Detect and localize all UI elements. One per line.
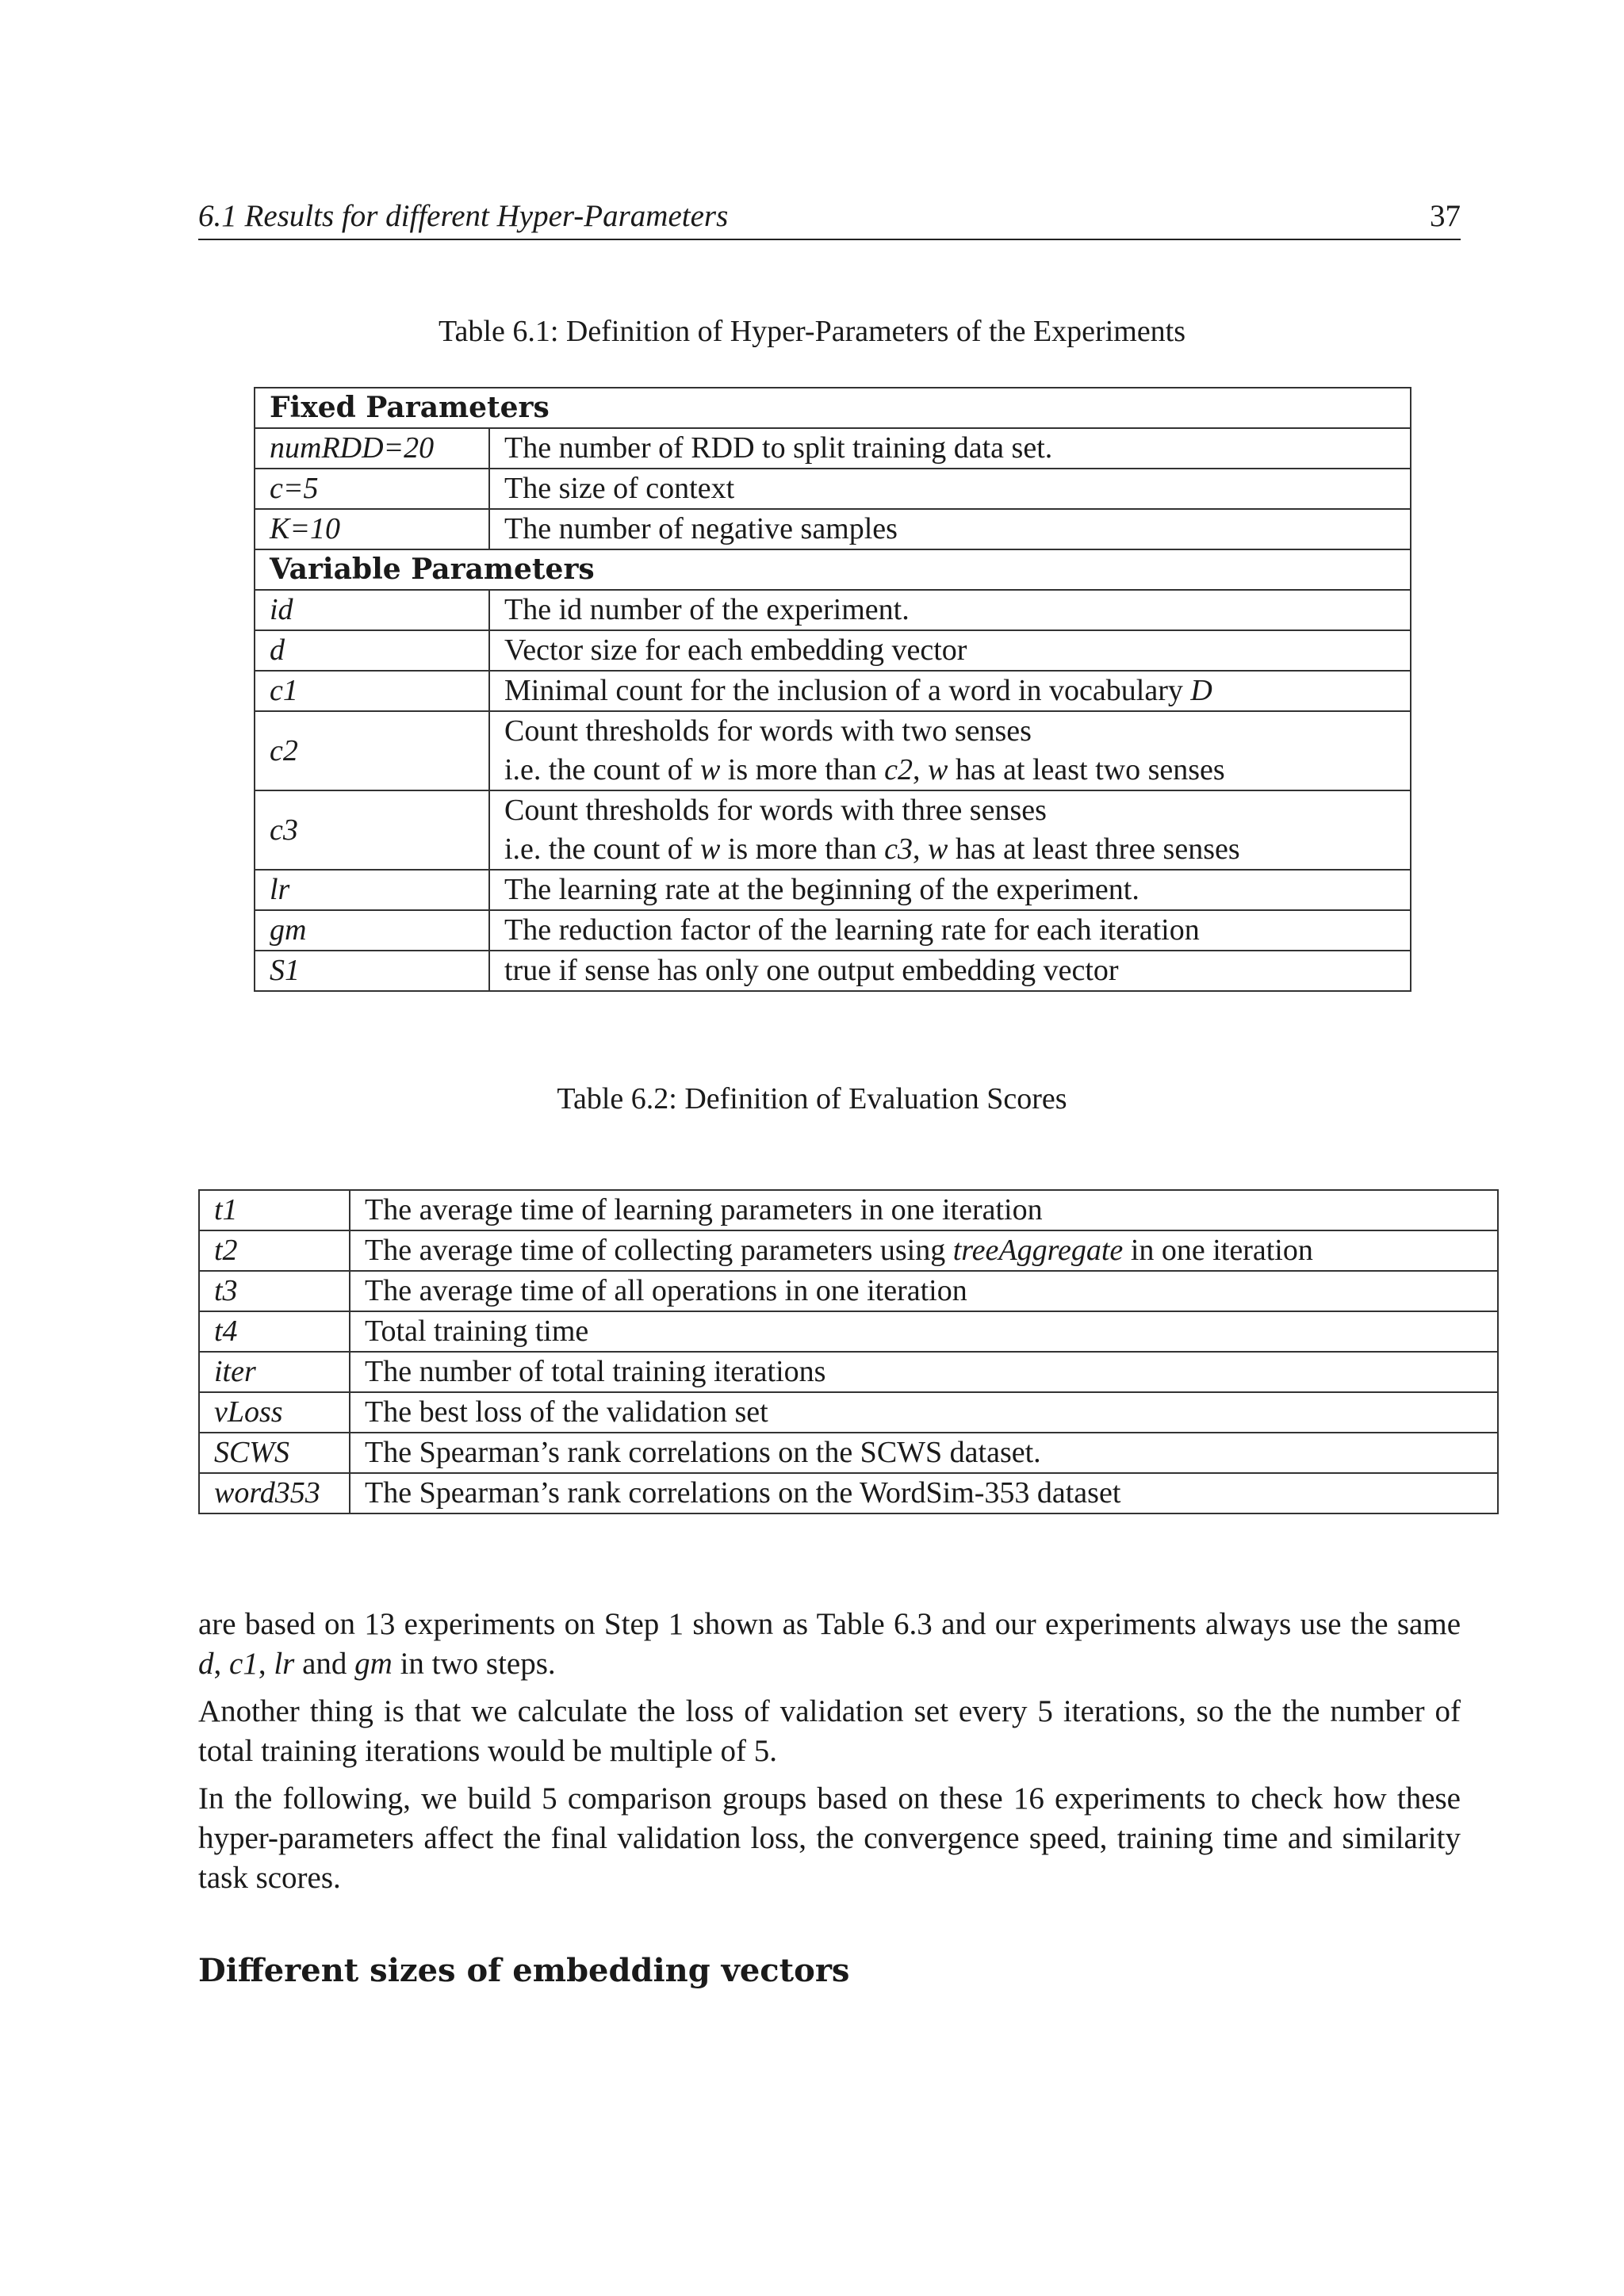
fixed-parameters-heading: Fixed Parameters (255, 388, 1411, 428)
desc-text: in one iteration (1123, 1234, 1313, 1267)
table-row (255, 590, 1411, 630)
desc-cell (489, 711, 1411, 790)
param-cell: vLoss (199, 1392, 350, 1433)
desc-cell: The id number of the experiment. (489, 590, 1411, 630)
running-header (198, 198, 1461, 240)
table-row (255, 509, 1411, 549)
desc-cell: Vector size for each embedding vector (489, 630, 1411, 671)
table2-caption: Table 6.2: Definition of Evaluation Scores (557, 1082, 1067, 1115)
table-row (255, 428, 1411, 469)
desc-line: Count thresholds for words with two senses (504, 714, 1032, 748)
param-cell: c2 (255, 711, 489, 790)
desc-line: Count thresholds for words with three senses (504, 794, 1047, 827)
table-row (255, 711, 1411, 790)
desc-text: , (913, 832, 929, 866)
paragraph-2: Another thing is that we calculate the loss of validation set every 5 iterations, so the the number of total training iterations would be multiple of 5. (198, 1694, 1461, 1768)
math-var: gm (354, 1647, 393, 1681)
desc-cell: The Spearman’s rank correlations on the SCWS dataset. (350, 1433, 1498, 1473)
desc-cell (350, 1230, 1498, 1271)
desc-text: is more than (720, 832, 885, 866)
desc-text: has at least two senses (948, 753, 1225, 786)
param-cell: c1 (255, 671, 489, 711)
param-cell: SCWS (199, 1433, 350, 1473)
para-text: , (258, 1647, 274, 1681)
table-hyper-parameters (254, 387, 1411, 992)
table-row (255, 630, 1411, 671)
desc-cell: The reduction factor of the learning rate for each iteration (489, 910, 1411, 951)
table-row (199, 1352, 1498, 1392)
math-var: d (198, 1647, 214, 1681)
desc-cell: The average time of learning parameters in one iteration (350, 1190, 1498, 1230)
param-cell: word353 (199, 1473, 350, 1513)
param-cell: c=5 (255, 469, 489, 509)
param-cell: iter (199, 1352, 350, 1392)
math-var: w (928, 753, 948, 786)
desc-cell: The size of context (489, 469, 1411, 509)
desc-cell: The best loss of the validation set (350, 1392, 1498, 1433)
desc-cell: The number of total training iterations (350, 1352, 1498, 1392)
math-var: c1 (229, 1647, 259, 1681)
variable-parameters-heading: Variable Parameters (255, 549, 1411, 590)
table-row (255, 910, 1411, 951)
header-section-title: 6.1 Results for different Hyper-Parameters (198, 199, 729, 233)
para-text: are based on 13 experiments on Step 1 shown as Table 6.3 and our experiments always use the same (198, 1607, 1461, 1641)
desc-text: i.e. the count of (504, 832, 700, 866)
math-var: w (699, 753, 721, 786)
param-cell: id (255, 590, 489, 630)
param-cell: t4 (199, 1311, 350, 1352)
table-evaluation-scores (198, 1189, 1499, 1514)
desc-cell: The number of RDD to split training data set. (489, 428, 1411, 469)
page-number: 37 (1430, 199, 1461, 233)
desc-text: i.e. the count of (504, 753, 700, 786)
math-var: lr (274, 1647, 295, 1681)
table-row (255, 549, 1411, 590)
param-cell: t3 (199, 1271, 350, 1311)
desc-text: , (913, 753, 929, 786)
desc-cell (489, 790, 1411, 870)
param-cell: gm (255, 910, 489, 951)
table-row (255, 388, 1411, 428)
desc-line (504, 751, 1396, 790)
paragraph-1 (198, 1605, 1461, 1684)
para-text: , (213, 1647, 229, 1681)
desc-text: Minimal count for the inclusion of a word in vocabulary (504, 674, 1191, 707)
table-row (255, 469, 1411, 509)
math-var: w (928, 832, 948, 866)
param-cell: K=10 (255, 509, 489, 549)
param-cell: numRDD=20 (255, 428, 489, 469)
table-row (255, 671, 1411, 711)
table1-caption: Table 6.1: Definition of Hyper-Parameters of the Experiments (438, 315, 1186, 348)
desc-text: The average time of collecting parameters using (365, 1234, 953, 1267)
param-cell: t1 (199, 1190, 350, 1230)
table-row (255, 951, 1411, 991)
subsection-heading: Different sizes of embedding vectors (198, 1952, 850, 1989)
desc-line (504, 830, 1396, 869)
desc-cell: The Spearman’s rank correlations on the WordSim-353 dataset (350, 1473, 1498, 1513)
param-cell: S1 (255, 951, 489, 991)
table-row (199, 1473, 1498, 1513)
table-row (199, 1271, 1498, 1311)
desc-cell: The average time of all operations in one iteration (350, 1271, 1498, 1311)
param-cell: d (255, 630, 489, 671)
desc-cell (489, 671, 1411, 711)
table-row (255, 790, 1411, 870)
para-text: in two steps. (392, 1647, 556, 1681)
paragraph-3: In the following, we build 5 comparison groups based on these 16 experiments to check how these hyper-parameters affect the final validation loss, the convergence speed, training time and similarity task scores. (198, 1781, 1461, 1895)
desc-cell: Total training time (350, 1311, 1498, 1352)
table-row (199, 1311, 1498, 1352)
desc-text: has at least three senses (948, 832, 1240, 866)
para-text: and (294, 1647, 355, 1681)
math-var: treeAggregate (952, 1234, 1124, 1267)
desc-text: is more than (720, 753, 885, 786)
desc-cell: The number of negative samples (489, 509, 1411, 549)
table-row (199, 1190, 1498, 1230)
math-var: c2 (884, 753, 914, 786)
desc-cell: The learning rate at the beginning of the experiment. (489, 870, 1411, 910)
param-cell: c3 (255, 790, 489, 870)
table-row (199, 1230, 1498, 1271)
math-var: c3 (884, 832, 914, 866)
table-row (199, 1433, 1498, 1473)
param-cell: t2 (199, 1230, 350, 1271)
param-cell: lr (255, 870, 489, 910)
table-row (255, 870, 1411, 910)
desc-cell: true if sense has only one output embedding vector (489, 951, 1411, 991)
math-var: w (699, 832, 721, 866)
table-row (199, 1392, 1498, 1433)
math-var: D (1190, 674, 1212, 707)
